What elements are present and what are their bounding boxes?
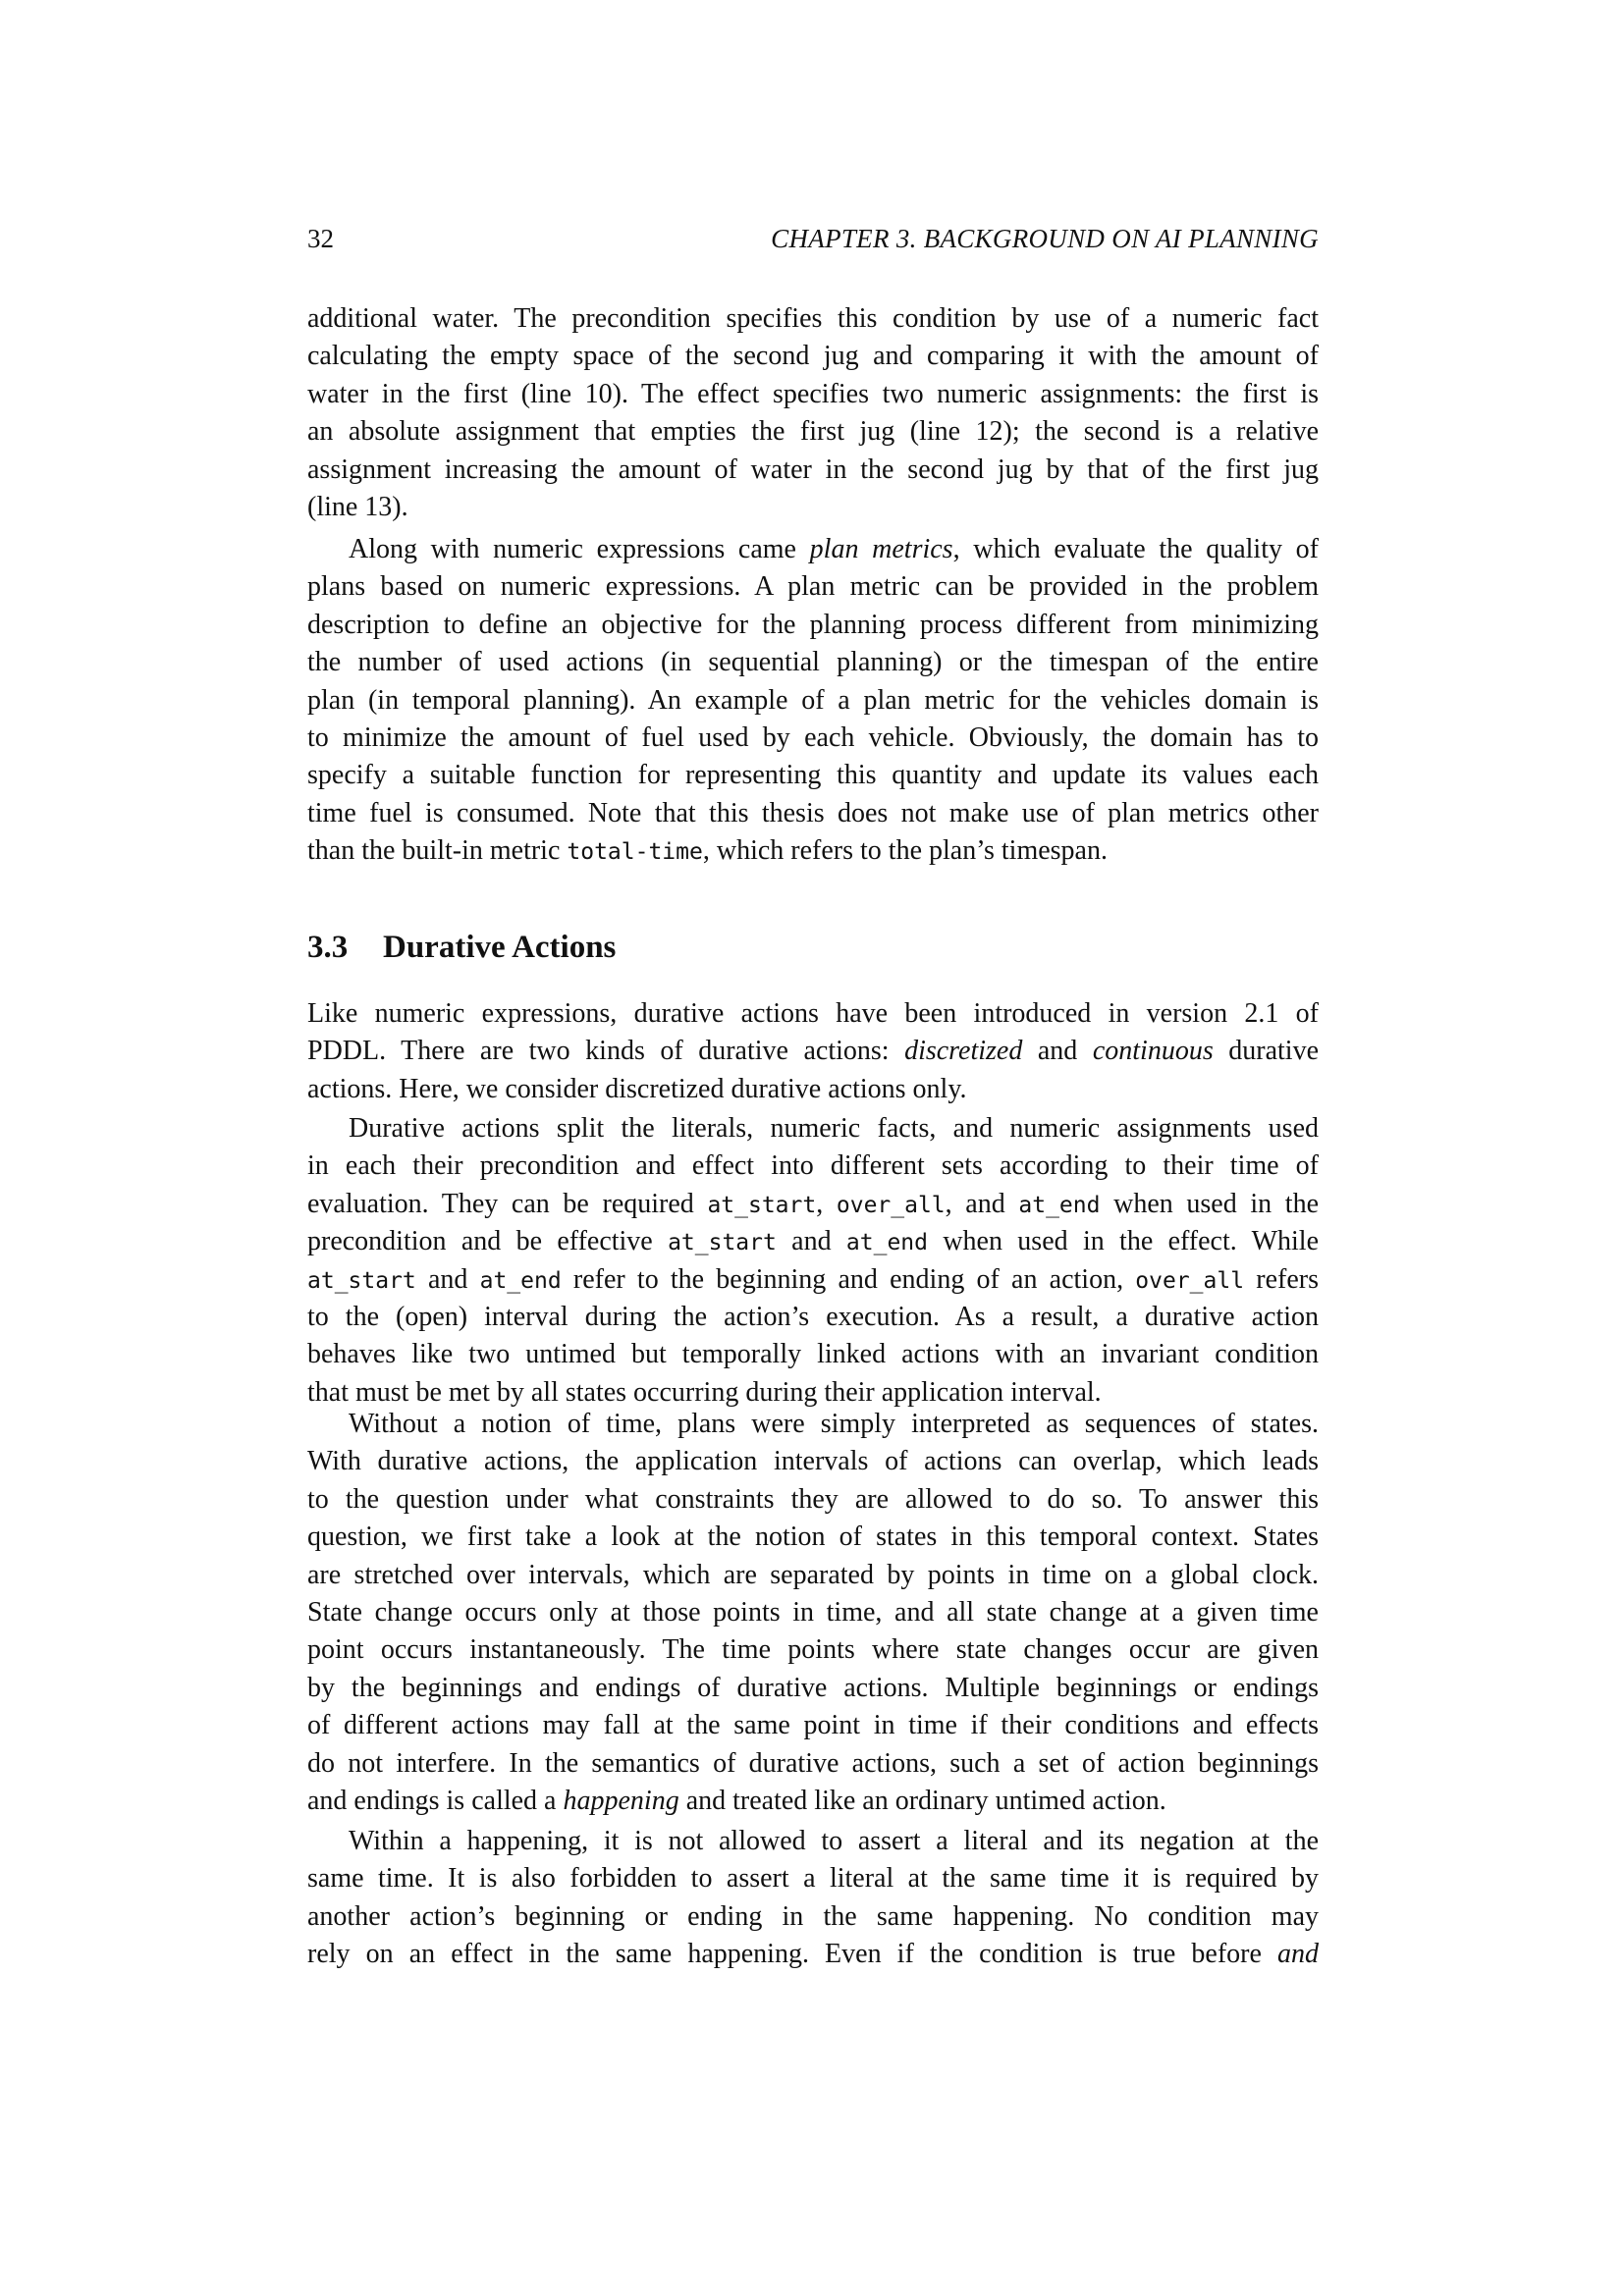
text-run: With durative actions, the application intervals of actions can overlap, which leads (307, 1446, 1319, 1477)
text-run: Along with numeric expressions came (349, 534, 810, 564)
text-line (307, 644, 1319, 681)
emphasis: discretized (904, 1036, 1023, 1067)
text-run: refer to the beginning and ending of an action, (561, 1263, 1136, 1295)
section-number: 3.3 (307, 930, 349, 965)
text-line (307, 452, 1319, 489)
text-run: , and (945, 1188, 1019, 1219)
text-line (307, 1299, 1319, 1336)
text-run: an absolute assignment that empties the first jug (line 12); the second is a relative (307, 416, 1319, 448)
text-line (307, 1936, 1319, 1973)
inline-code: at_end (1018, 1192, 1101, 1218)
text-line (307, 682, 1319, 720)
text-line (307, 1860, 1319, 1897)
text-line (307, 607, 1319, 644)
text-line (307, 413, 1319, 451)
text-line (307, 1783, 1319, 1820)
inline-code: at_end (845, 1230, 929, 1256)
text-run: actions. Here, we consider discretized durative actions only. (307, 1073, 967, 1104)
text-line (307, 1519, 1319, 1556)
text-run: Like numeric expressions, durative actions have been introduced in version 2.1 of (307, 998, 1319, 1029)
text-line (307, 757, 1319, 794)
text-line (307, 531, 1319, 568)
chapter-title: CHAPTER 3. BACKGROUND ON AI PLANNING (771, 224, 1319, 253)
text-run: rely on an effect in the same happening. Even if the condition is true before (307, 1939, 1277, 1970)
paragraph (307, 1110, 1319, 1412)
text-run: durative (1213, 1036, 1319, 1067)
text-run: , which refers to the plan’s timespan. (702, 835, 1108, 867)
text-run: assignment increasing the amount of water in the second jug by that of the first jug (307, 454, 1319, 485)
text-run: point occurs instantaneously. The time points where state changes occur are given (307, 1634, 1319, 1666)
emphasis: and (1277, 1939, 1319, 1970)
text-run: to minimize the amount of fuel used by each vehicle. Obviously, the domain has to (307, 721, 1319, 753)
text-run: water in the first (line 10). The effect specifies two numeric assignments: the first is (307, 378, 1319, 409)
paragraph (307, 995, 1319, 1108)
text-line (307, 1033, 1319, 1070)
text-line (307, 568, 1319, 606)
text-line (307, 1443, 1319, 1480)
inline-code: at_start (668, 1230, 777, 1256)
text-run: description to define an objective for the planning process different from minimizing (307, 609, 1319, 640)
text-run: , (816, 1188, 837, 1219)
text-line (307, 995, 1319, 1033)
text-run: and endings is called a (307, 1785, 564, 1816)
text-run: Durative actions split the literals, numeric facts, and numeric assignments used (349, 1113, 1319, 1144)
text-run: question, we first take a look at the notion of states in this temporal context. States (307, 1522, 1319, 1553)
text-line (307, 1823, 1319, 1860)
text-run: , which evaluate the quality of (952, 534, 1320, 564)
paragraph (307, 531, 1319, 871)
page-number: 32 (307, 224, 334, 253)
text-line (307, 1898, 1319, 1936)
text-line (307, 338, 1319, 375)
text-run: PDDL. There are two kinds of durative actions: (307, 1036, 905, 1067)
text-line (307, 1071, 1319, 1108)
text-run: State change occurs only at those points in time, and all state change at a given time (307, 1596, 1319, 1628)
inline-code: over_all (836, 1192, 946, 1218)
text-line (307, 1186, 1319, 1223)
text-run: to the question under what constraints they are allowed to do so. To answer this (307, 1483, 1319, 1515)
text-run: additional water. The precondition specifies this condition by use of a numeric fact (307, 303, 1319, 334)
text-run: plans based on numeric expressions. A plan metric can be provided in the problem (307, 571, 1319, 603)
text-line (307, 1481, 1319, 1519)
text-run: Without a notion of time, plans were simply interpreted as sequences of states. (349, 1409, 1319, 1439)
text-run: behaves like two untimed but temporally linked actions with an invariant condition (307, 1339, 1319, 1370)
text-line (307, 376, 1319, 413)
text-line (307, 1223, 1319, 1260)
text-line (307, 300, 1319, 338)
text-run: in each their precondition and effect into different sets according to their time of (307, 1150, 1319, 1182)
text-line (307, 1261, 1319, 1299)
paragraph (307, 1406, 1319, 1820)
text-line (307, 1336, 1319, 1373)
text-run: and treated like an ordinary untimed action. (678, 1785, 1166, 1816)
text-run: the number of used actions (in sequential planning) or the timespan of the entire (307, 647, 1319, 678)
text-run: when used in the (1100, 1188, 1320, 1219)
text-run: time fuel is consumed. Note that this thesis does not make use of plan metrics other (307, 797, 1319, 828)
text-run: same time. It is also forbidden to assert a literal at the same time it is required by (307, 1863, 1319, 1895)
text-run: plan (in temporal planning). An example of a plan metric for the vehicles domain is (307, 684, 1319, 716)
inline-code: total-time (567, 839, 703, 866)
text-run: evaluation. They can be required (307, 1188, 708, 1219)
section-heading (307, 927, 616, 968)
text-line (307, 1745, 1319, 1783)
emphasis: plan metrics (809, 534, 953, 564)
section-title: Durative Actions (383, 930, 617, 965)
text-line (307, 832, 1319, 870)
text-run: and (1022, 1036, 1093, 1067)
text-run: by the beginnings and endings of durative actions. Multiple beginnings or endings (307, 1672, 1319, 1703)
text-run: refers (1244, 1263, 1319, 1295)
text-run: precondition and be effective (307, 1226, 669, 1257)
inline-code: over_all (1135, 1267, 1245, 1294)
text-line (307, 1670, 1319, 1707)
text-line (307, 1707, 1319, 1744)
emphasis: happening (563, 1785, 679, 1816)
text-line (307, 1406, 1319, 1443)
inline-code: at_start (707, 1192, 817, 1218)
text-run: and (776, 1226, 846, 1257)
text-run: do not interfere. In the semantics of durative actions, such a set of action beginnings (307, 1747, 1319, 1779)
text-line (307, 1594, 1319, 1631)
text-line (307, 1631, 1319, 1669)
text-run: (line 13). (307, 491, 408, 522)
paragraph (307, 300, 1319, 526)
text-run: specify a suitable function for representing this quantity and update its values each (307, 760, 1319, 791)
text-line (307, 1148, 1319, 1185)
text-run: when used in the effect. While (928, 1226, 1319, 1257)
text-run: are stretched over intervals, which are separated by points in time on a global clock. (307, 1559, 1319, 1590)
text-run: another action’s beginning or ending in the same happening. No condition may (307, 1900, 1319, 1932)
text-line (307, 1557, 1319, 1594)
text-run: and (415, 1263, 480, 1295)
emphasis: continuous (1092, 1036, 1214, 1067)
text-line (307, 489, 1319, 526)
text-run: to the (open) interval during the action’s execution. As a result, a durative action (307, 1301, 1319, 1332)
text-run: that must be met by all states occurring during their application interval. (307, 1376, 1102, 1408)
text-line (307, 1110, 1319, 1148)
text-run: than the built-in metric (307, 835, 568, 867)
running-header (307, 221, 1319, 256)
text-line (307, 720, 1319, 757)
inline-code: at_end (479, 1267, 562, 1294)
text-line (307, 795, 1319, 832)
text-run: of different actions may fall at the same point in time if their conditions and effects (307, 1710, 1319, 1741)
text-run: calculating the empty space of the second jug and comparing it with the amount of (307, 341, 1319, 372)
inline-code: at_start (307, 1267, 416, 1294)
paragraph (307, 1823, 1319, 1974)
text-run: Within a happening, it is not allowed to assert a literal and its negation at the (349, 1826, 1319, 1856)
